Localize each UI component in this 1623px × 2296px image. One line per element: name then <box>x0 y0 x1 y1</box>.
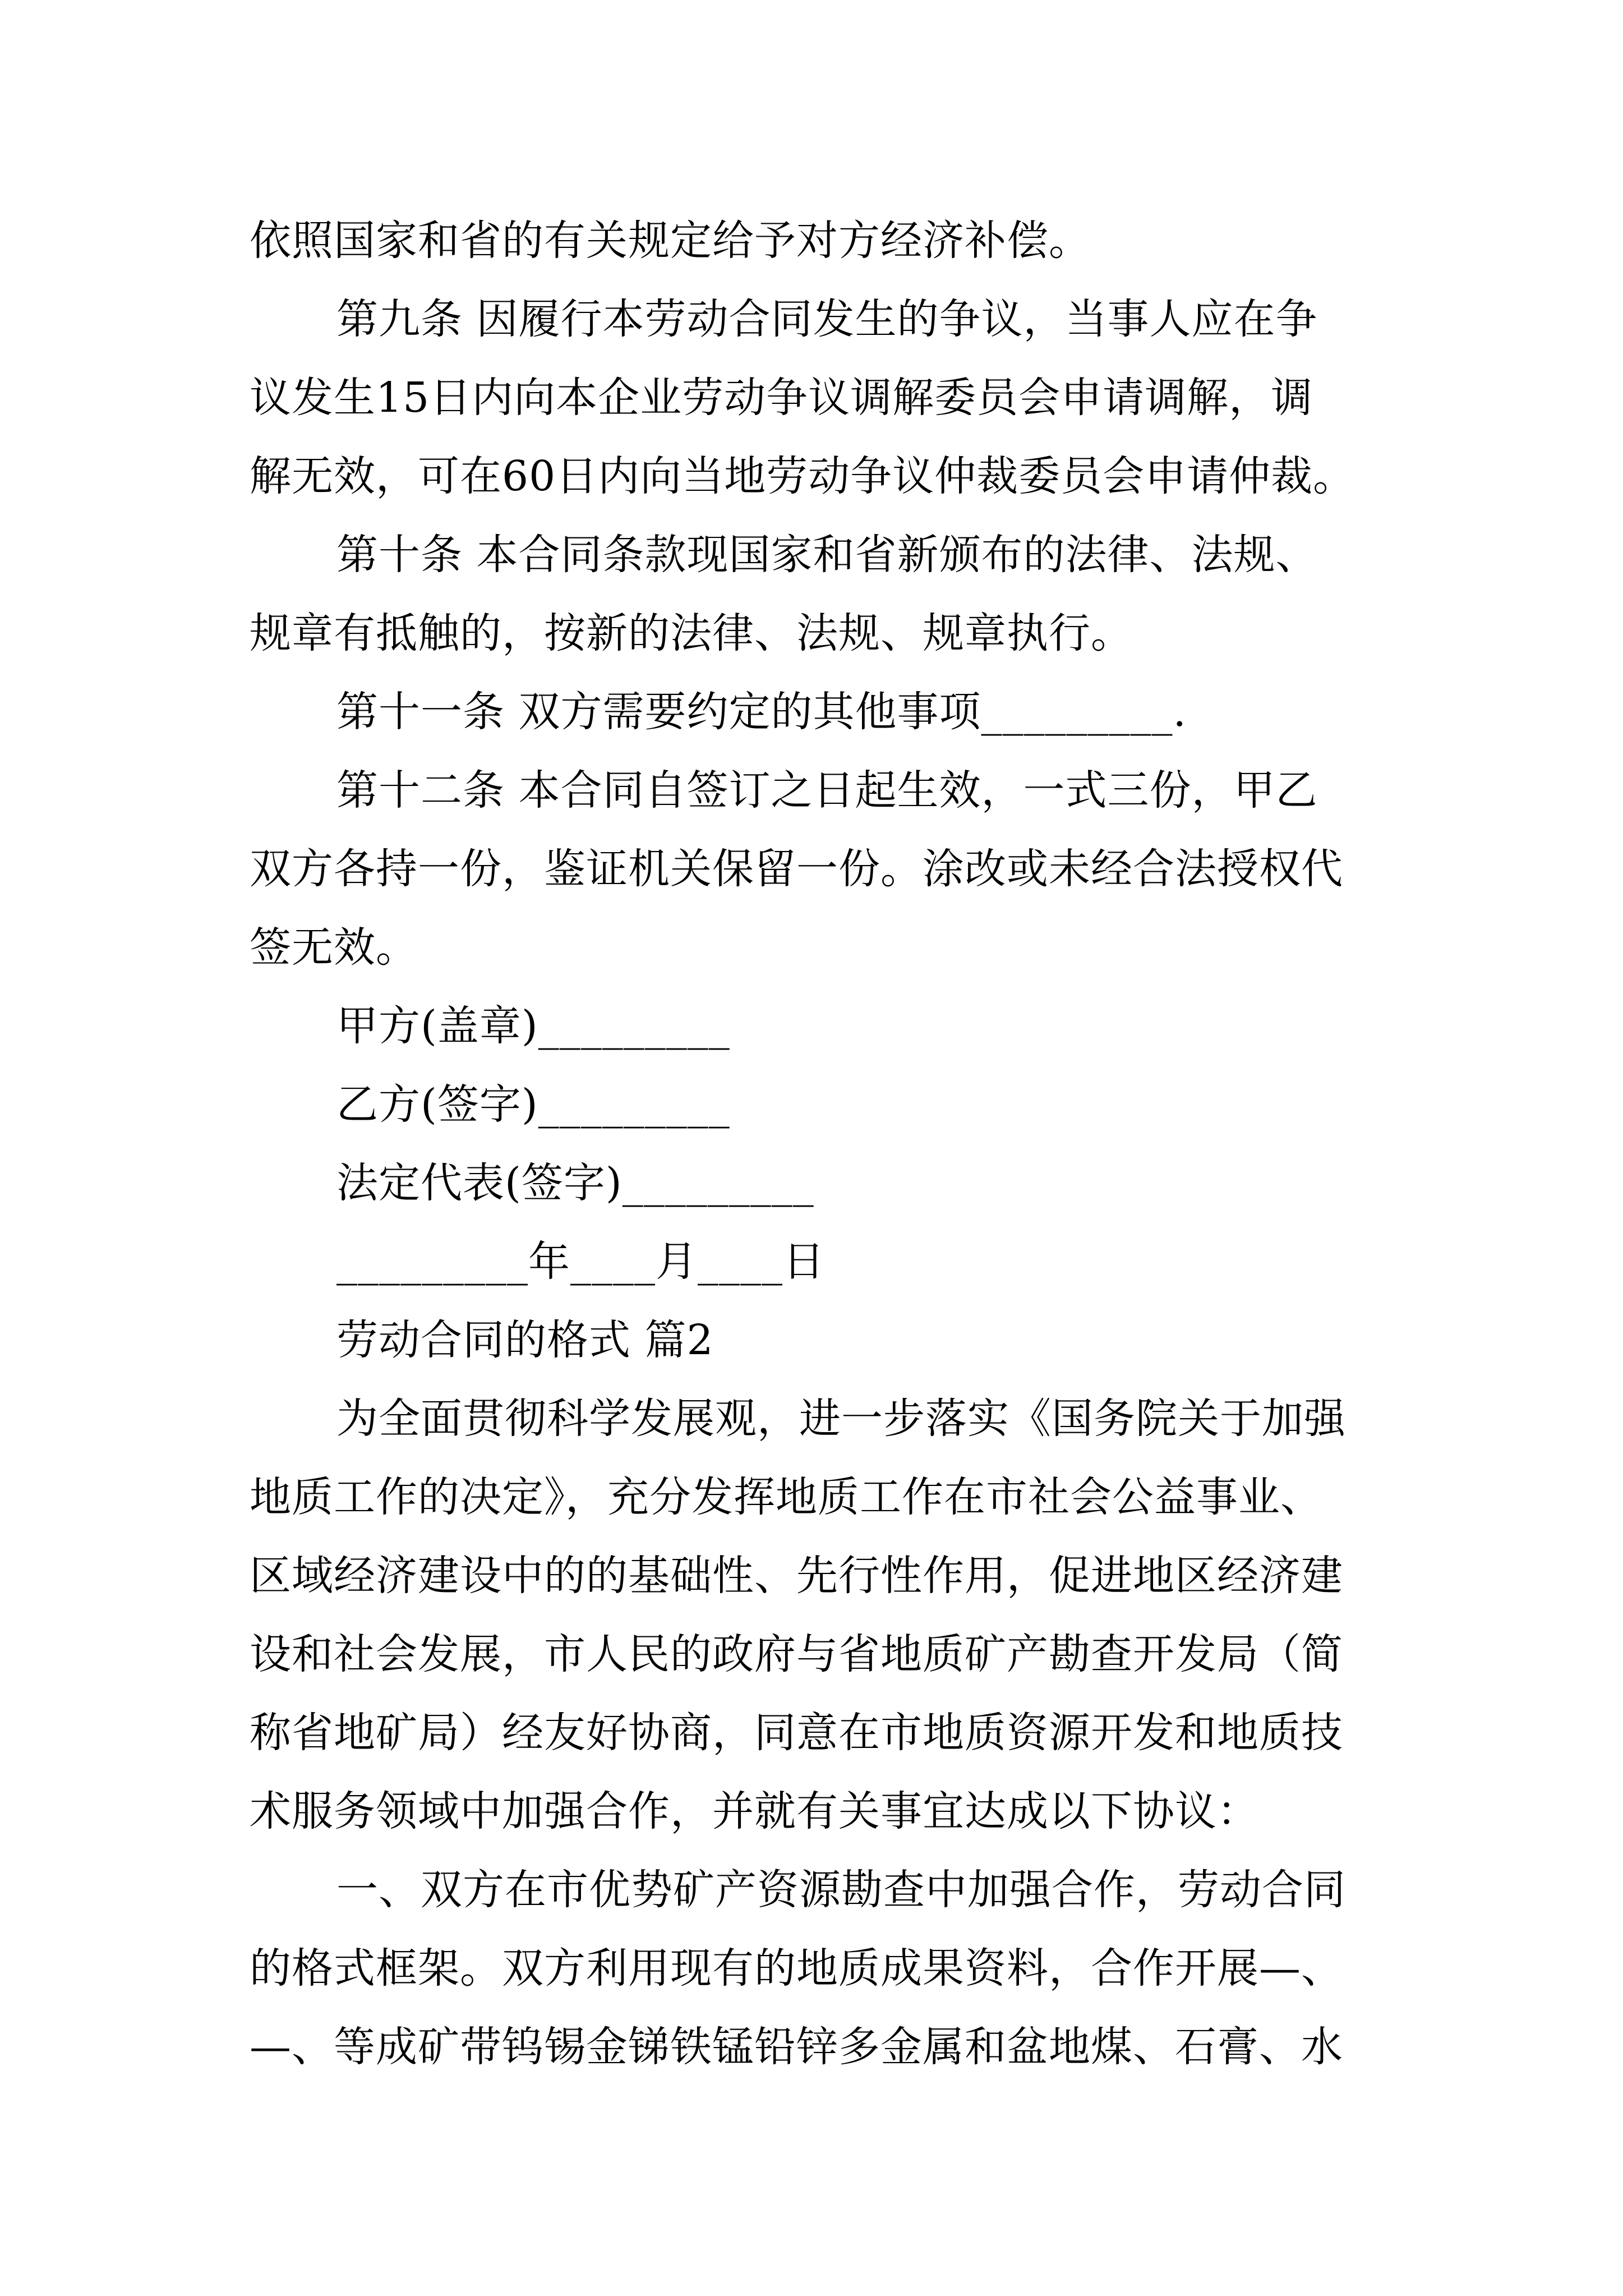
text-line: 的格式框架。双方利用现有的地质成果资料，合作开展—、 <box>250 1944 1343 1993</box>
text-line: 地质工作的决定》，充分发挥地质工作在市社会公益事业、 <box>250 1473 1322 1521</box>
text-line: 议发生15日内向本企业劳动争议调解委员会申请调解，调 <box>250 374 1313 422</box>
text-line: 设和社会发展，市人民的政府与省地质矿产勘查开发局（简 <box>250 1630 1343 1678</box>
text-line: 规章有抵触的，按新的法律、法规、规章执行。 <box>250 609 1133 657</box>
text-line: —、等成矿带钨锡金锑铁锰铅锌多金属和盆地煤、石膏、水 <box>250 2023 1343 2071</box>
article-10-line: 第十条 本合同条款现国家和省新颁布的法律、法规、 <box>336 531 1318 579</box>
paragraph-start-line: 为全面贯彻科学发展观，进一步落实《国务院关于加强 <box>336 1395 1346 1443</box>
date-line: _________年____月____日 <box>336 1237 825 1286</box>
text-line: 双方各持一份，鉴证机关保留一份。涂改或未经合法授权代 <box>250 845 1343 893</box>
text-line: 依照国家和省的有关规定给予对方经济补偿。 <box>250 217 1091 265</box>
text-line: 解无效，可在60日内向当地劳动争议仲裁委员会申请仲裁。 <box>250 452 1355 500</box>
party-b-signature-line: 乙方(签字)_________ <box>336 1080 730 1129</box>
legal-representative-signature-line: 法定代表(签字)_________ <box>336 1159 814 1207</box>
text-line: 术服务领域中加强合作，并就有关事宜达成以下协议： <box>250 1787 1259 1835</box>
text-line: 签无效。 <box>250 923 418 972</box>
article-12-line: 第十二条 本合同自签订之日起生效，一式三份，甲乙 <box>336 766 1318 815</box>
party-a-signature-line: 甲方(盖章)_________ <box>336 1002 730 1050</box>
section-heading: 劳动合同的格式 篇2 <box>336 1316 714 1364</box>
clause-1-line: 一、双方在市优势矿产资源勘查中加强合作，劳动合同 <box>336 1866 1346 1914</box>
text-line: 区域经济建设中的的基础性、先行性作用，促进地区经济建 <box>250 1552 1343 1600</box>
text-line: 称省地矿局）经友好协商，同意在市地质资源开发和地质技 <box>250 1709 1343 1757</box>
article-9-line: 第九条 因履行本劳动合同发生的争议，当事人应在争 <box>336 295 1318 343</box>
article-11-line: 第十一条 双方需要约定的其他事项_________. <box>336 688 1187 736</box>
